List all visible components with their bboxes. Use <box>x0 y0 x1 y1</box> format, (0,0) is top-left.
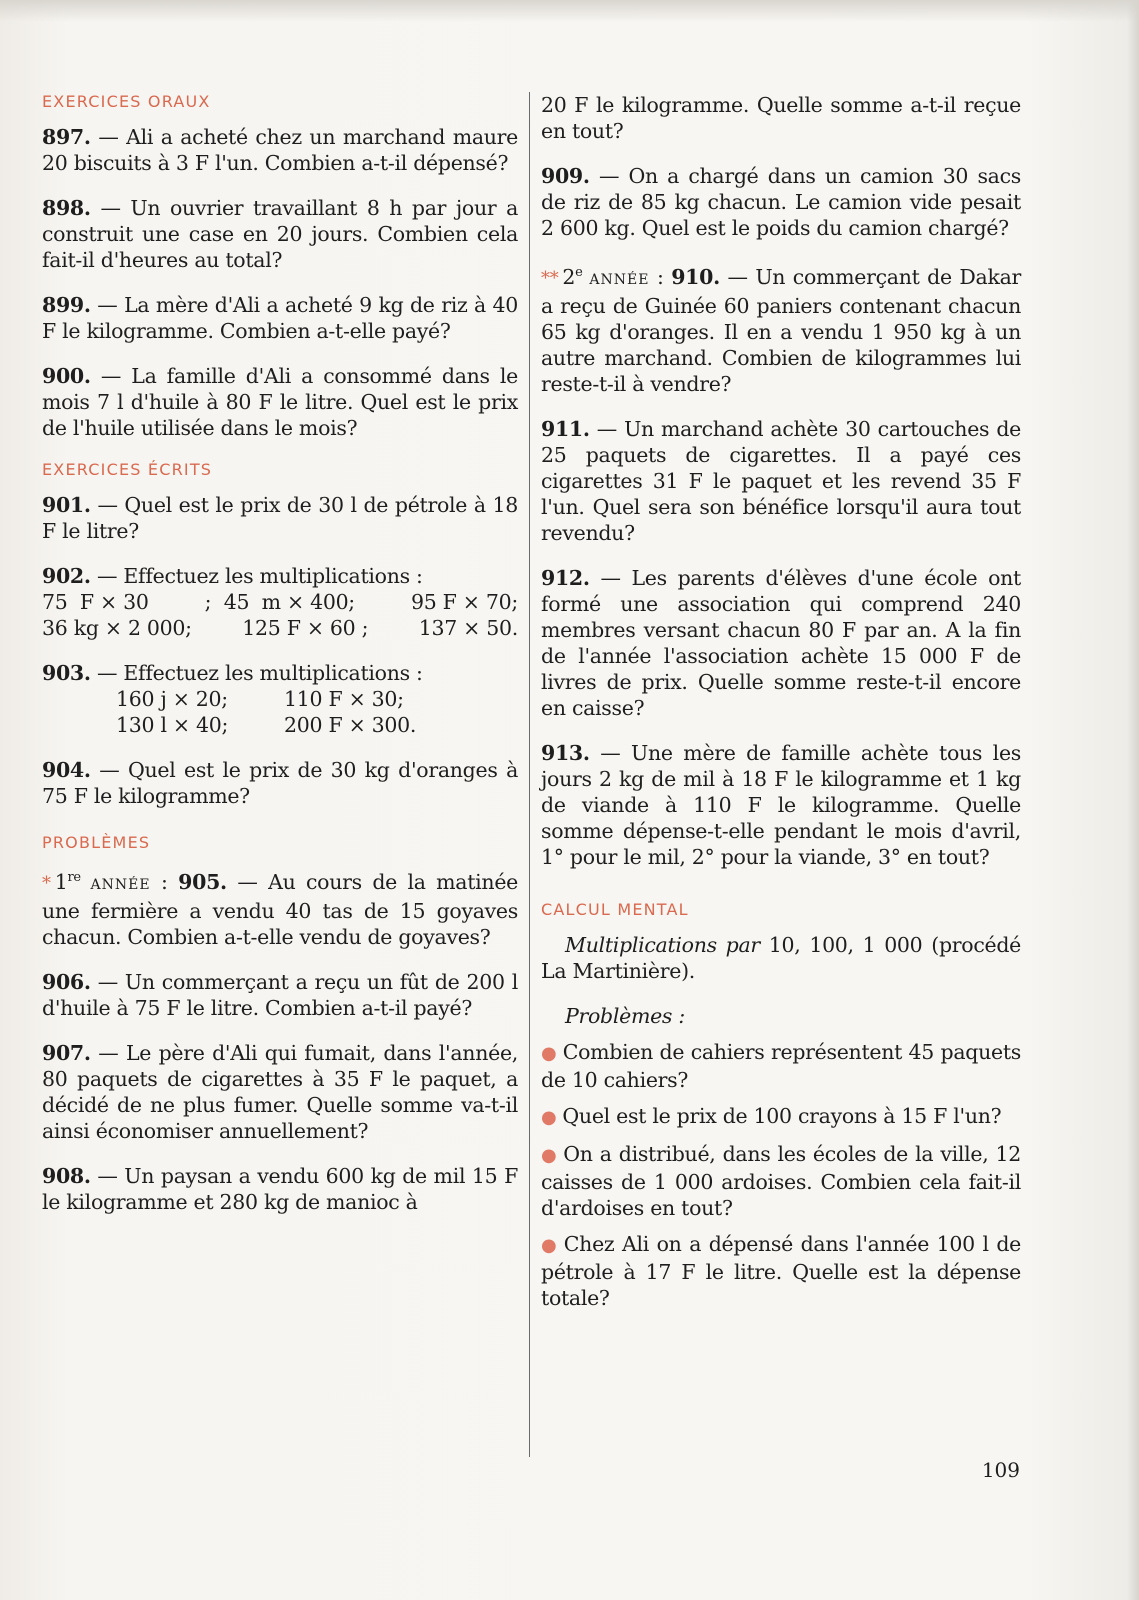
problemes-label: Problèmes : <box>565 1003 685 1028</box>
multiplication-item: 36 kg × 2 000; <box>42 616 192 640</box>
exercise-number: 900. <box>42 364 91 388</box>
mental-problem <box>541 1141 1021 1221</box>
multiplication-item: 125 F × 60 ; <box>242 616 369 640</box>
multiplication-item: 137 × 50. <box>418 616 518 640</box>
year-number: 2 <box>562 264 576 289</box>
exercise-number: 897. <box>42 125 91 149</box>
multiplication-row <box>42 686 518 712</box>
difficulty-star-icon: ** <box>541 267 559 289</box>
exercise-913 <box>541 740 1021 870</box>
multiplication-item: 110 F × 30; <box>284 687 404 711</box>
exercise-number: 907. <box>42 1040 91 1065</box>
exercise-898 <box>42 195 518 273</box>
exercise-number: 899. <box>42 293 91 317</box>
multiplication-item: 75 F × 30 <box>42 590 149 614</box>
exercise-907 <box>42 1040 518 1144</box>
bullet-icon: ● <box>541 1234 558 1256</box>
exercise-number: 909. <box>541 164 590 188</box>
year-superscript: re <box>67 870 81 885</box>
exercise-number: 911. <box>541 416 590 441</box>
page-edge <box>1127 0 1139 1600</box>
mental-problem <box>541 1039 1021 1093</box>
multiplication-item: 160 j × 20; <box>116 687 228 711</box>
exercise-number: 913. <box>541 740 590 765</box>
heading-exercices-oraux: EXERCICES ORAUX <box>42 92 211 111</box>
exercise-908 <box>42 1163 518 1215</box>
exercise-911 <box>541 416 1021 546</box>
year-label: ANNÉE <box>582 271 650 288</box>
mental-problem <box>541 1231 1021 1311</box>
mental-problem <box>541 1103 1021 1131</box>
year-separator: : <box>649 264 672 289</box>
exercise-number: 912. <box>541 565 590 590</box>
exercise-number: 908. <box>42 1163 91 1188</box>
mental-intro-text: 10, 100, 1 000 (procédé La Martinière). <box>541 932 1021 983</box>
exercise-text: — La mère d'Ali a acheté 9 kg de riz à 40 F le kilogramme. Combien a-t-elle payé? <box>42 293 518 343</box>
top-shadow <box>0 0 1139 22</box>
exercise-text: — Effectuez les multiplications : <box>90 661 423 685</box>
exercise-text: — On a chargé dans un camion 30 sacs de riz de 85 kg chacun. Le camion vide pesait 2 600 kg. Quel est le poids du camion chargé? <box>541 164 1021 240</box>
multiplication-row <box>42 589 518 615</box>
exercise-number: 898. <box>42 196 91 220</box>
multiplication-item: ; 45 m × 400; <box>204 590 355 614</box>
exercise-text: — Au cours de la matinée une fermière a vendu 40 tas de 15 goyaves chacun. Combien a-t-elle vendu de goyaves? <box>42 869 518 949</box>
multiplication-item: 130 l × 40; <box>116 713 229 737</box>
exercise-900 <box>42 363 518 441</box>
exercise-906 <box>42 969 518 1021</box>
multiplication-item: 200 F × 300. <box>284 713 417 737</box>
exercise-text: — Effectuez les multiplications : <box>90 564 423 588</box>
year-separator: : <box>150 869 179 894</box>
exercise-text: — Quel est le prix de 30 l de pétrole à 18 F le litre? <box>42 493 518 543</box>
exercise-number: 902. <box>42 564 91 588</box>
mental-problem-text: Quel est le prix de 100 crayons à 15 F l'un? <box>562 1103 1002 1128</box>
column-divider <box>529 92 530 1457</box>
exercise-903 <box>42 660 518 738</box>
exercise-text: — Quel est le prix de 30 kg d'oranges à 75 F le kilogramme? <box>42 758 518 808</box>
mental-intro <box>541 932 1021 984</box>
mental-problem-text: On a distribué, dans les écoles de la ville, 12 caisses de 1 000 ardoises. Combien cela fait-il d'ardoises en tout? <box>541 1141 1021 1220</box>
exercise-897 <box>42 124 518 176</box>
exercise-908-continued: 20 F le kilogramme. Quelle somme a-t-il reçue en tout? <box>541 93 1021 143</box>
bullet-icon: ● <box>541 1042 557 1064</box>
exercise-number: 905. <box>178 869 227 894</box>
exercise-text: — Un commerçant a reçu un fût de 200 l d'huile à 75 F le litre. Combien a-t-il payé? <box>42 969 518 1020</box>
difficulty-star-icon: * <box>42 872 51 894</box>
exercise-text: — Ali a acheté chez un marchand maure 20 biscuits à 3 F l'un. Combien a-t-il dépensé? <box>42 125 518 175</box>
exercise-text: — Un ouvrier travaillant 8 h par jour a construit une case en 20 jours. Combien cela fait-il d'heures au total? <box>42 196 518 272</box>
multiplication-row <box>42 615 518 641</box>
mental-intro-italic: Multiplications par <box>565 932 760 957</box>
exercise-text: — Un commerçant de Dakar a reçu de Guinée 60 paniers contenant chacun 65 kg d'oranges. Il en a vendu 1 950 kg à un autre marchand. Combien de kilogrammes lui reste-t-il à vendre? <box>541 264 1021 396</box>
exercise-text: — La famille d'Ali a consommé dans le mois 7 l d'huile à 80 F le litre. Quel est le prix de l'huile utilisée dans le mois? <box>42 364 518 440</box>
multiplication-item: 95 F × 70; <box>410 590 518 614</box>
heading-calcul-mental: CALCUL MENTAL <box>541 899 689 919</box>
year-superscript: e <box>575 265 583 280</box>
exercise-number: 910. <box>671 264 720 289</box>
multiplication-row <box>42 712 518 738</box>
left-column <box>42 92 518 1234</box>
year-number: 1 <box>54 869 68 894</box>
exercise-912 <box>541 565 1021 721</box>
exercise-902 <box>42 563 518 641</box>
exercise-909 <box>541 163 1021 241</box>
exercise-number: 901. <box>42 493 91 517</box>
exercise-text: — Les parents d'élèves d'une école ont formé une association qui comprend 240 membres versant chacun 80 F par an. A la fin de l'année l'association achète 15 000 F de livres de prix. Quelle somme reste-t-il encore en caisse? <box>541 565 1021 720</box>
page-number: 109 <box>981 1458 1020 1482</box>
exercise-number: 904. <box>42 758 91 782</box>
exercise-text: — Le père d'Ali qui fumait, dans l'année, 80 paquets de cigarettes à 35 F le paquet, a décidé de ne plus fumer. Quelle somme va-t-il ainsi économiser annuellement? <box>42 1040 518 1143</box>
bullet-icon: ● <box>541 1144 558 1166</box>
exercise-number: 906. <box>42 969 91 994</box>
bullet-icon: ● <box>541 1106 557 1128</box>
mental-problem-text: Chez Ali on a dépensé dans l'année 100 l de pétrole à 17 F le litre. Quelle est la dépense totale? <box>541 1231 1021 1310</box>
exercise-number: 903. <box>42 661 91 685</box>
exercise-text: — Un marchand achète 30 cartouches de 25 paquets de cigarettes. Il a payé ces cigarettes 31 F le paquet et les revend 35 F l'un. Quel sera son bénéfice lorsqu'il aura tout revendu? <box>541 416 1021 545</box>
exercise-910 <box>541 260 1021 397</box>
exercise-text: — Une mère de famille achète tous les jours 2 kg de mil à 18 F le kilogramme et 1 kg de viande à 110 F le kilogramme. Quelle somme dépense-t-elle pendant le mois d'avril, 1° pour le mil, 2° pour la viande, 3° en tout? <box>541 740 1021 869</box>
heading-problemes: PROBLÈMES <box>42 833 151 852</box>
exercise-904 <box>42 757 518 809</box>
right-column <box>541 92 1021 1321</box>
exercise-text: — Un paysan a vendu 600 kg de mil 15 F le kilogramme et 280 kg de manioc à <box>42 1163 518 1214</box>
exercise-899 <box>42 292 518 344</box>
mental-problem-text: Combien de cahiers représentent 45 paquets de 10 cahiers? <box>541 1039 1021 1092</box>
heading-exercices-ecrits: EXERCICES ÉCRITS <box>42 460 213 479</box>
exercise-905 <box>42 865 518 950</box>
year-label: ANNÉE <box>80 876 151 893</box>
exercise-901 <box>42 492 518 544</box>
